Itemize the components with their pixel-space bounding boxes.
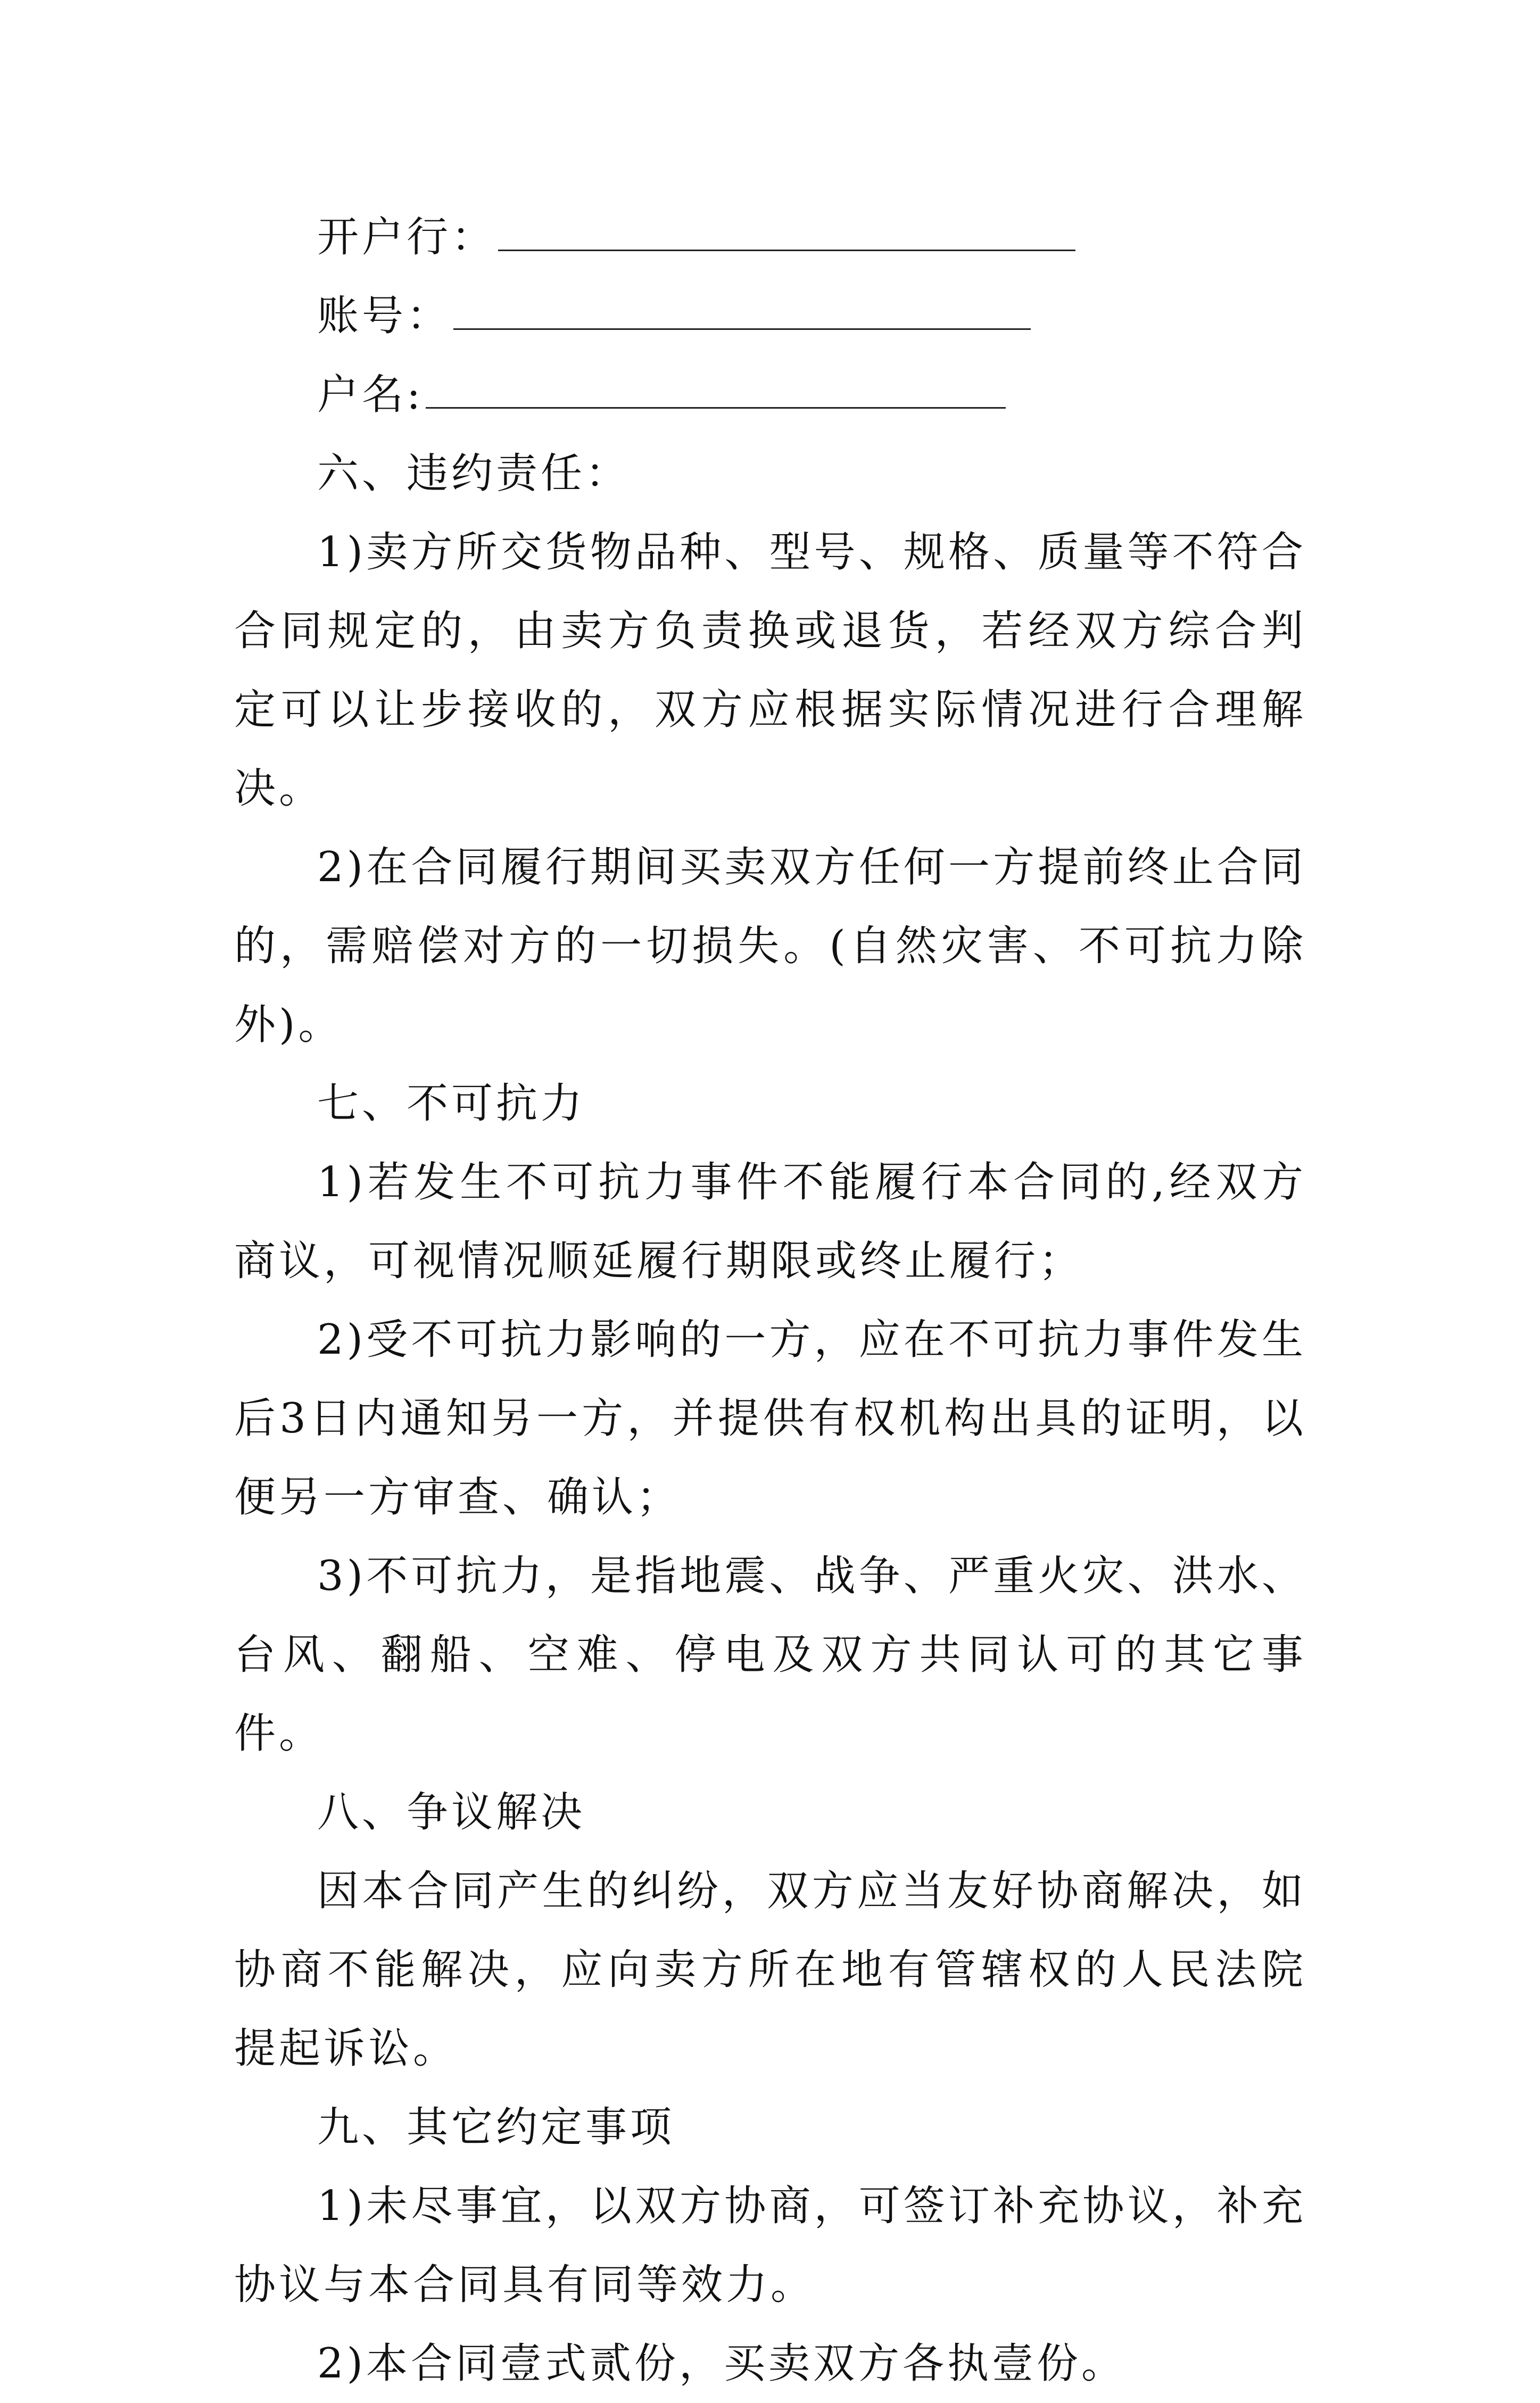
section-6-title: 六、违约责任： [317,450,631,498]
contract-body [234,198,1306,2403]
section-9-paragraph-2: 2)本合同壹式贰份，买卖双方各执壹份。 [317,2340,1127,2388]
account-label: 账号： [317,292,452,340]
section-6-paragraph-1: 1)卖方所交货物品种、型号、规格、质量等不符合合同规定的，由卖方负责换或退货，若经双方综合判定可以让步接收的，双方应根据实际情况进行合理解决。 [234,528,1306,813]
section-7-paragraph-1: 1)若发生不可抗力事件不能履行本合同的,经双方商议，可视情况顺延履行期限或终止履行； [234,1158,1306,1285]
section-6-paragraph-2: 2)在合同履行期间买卖双方任何一方提前终止合同的，需赔偿对方的一切损失。(自然灾害、不可抗力除外)。 [234,843,1306,1049]
bank-label: 开户行： [317,213,496,261]
account-field [234,277,1306,355]
account-name-label: 户名: [317,371,424,419]
section-8-paragraph-1: 因本合同产生的纠纷，双方应当友好协商解决，如协商不能解决，应向卖方所在地有管辖权的人民法院提起诉讼。 [234,1867,1306,2073]
section-7-paragraph-2: 2)受不可抗力影响的一方，应在不可抗力事件发生后3日内通知另一方，并提供有权机构出具的证明，以便另一方审查、确认； [234,1316,1306,1521]
section-7-title: 七、不可抗力 [317,1080,586,1128]
section-8-title: 八、争议解决 [317,1788,586,1836]
section-9-title: 九、其它约定事项 [317,2103,675,2151]
account-name-field [234,355,1306,434]
account-blank-line [453,290,1031,330]
account-name-blank-line [426,369,1006,409]
section-7-paragraph-3: 3)不可抗力，是指地震、战争、严重火灾、洪水、台风、翻船、空难、停电及双方共同认可的其它事件。 [234,1552,1306,1758]
bank-field [234,198,1306,277]
section-9-paragraph-1: 1)未尽事宜，以双方协商，可签订补充协议，补充协议与本合同具有同等效力。 [234,2182,1306,2309]
bank-blank-line [498,211,1075,251]
